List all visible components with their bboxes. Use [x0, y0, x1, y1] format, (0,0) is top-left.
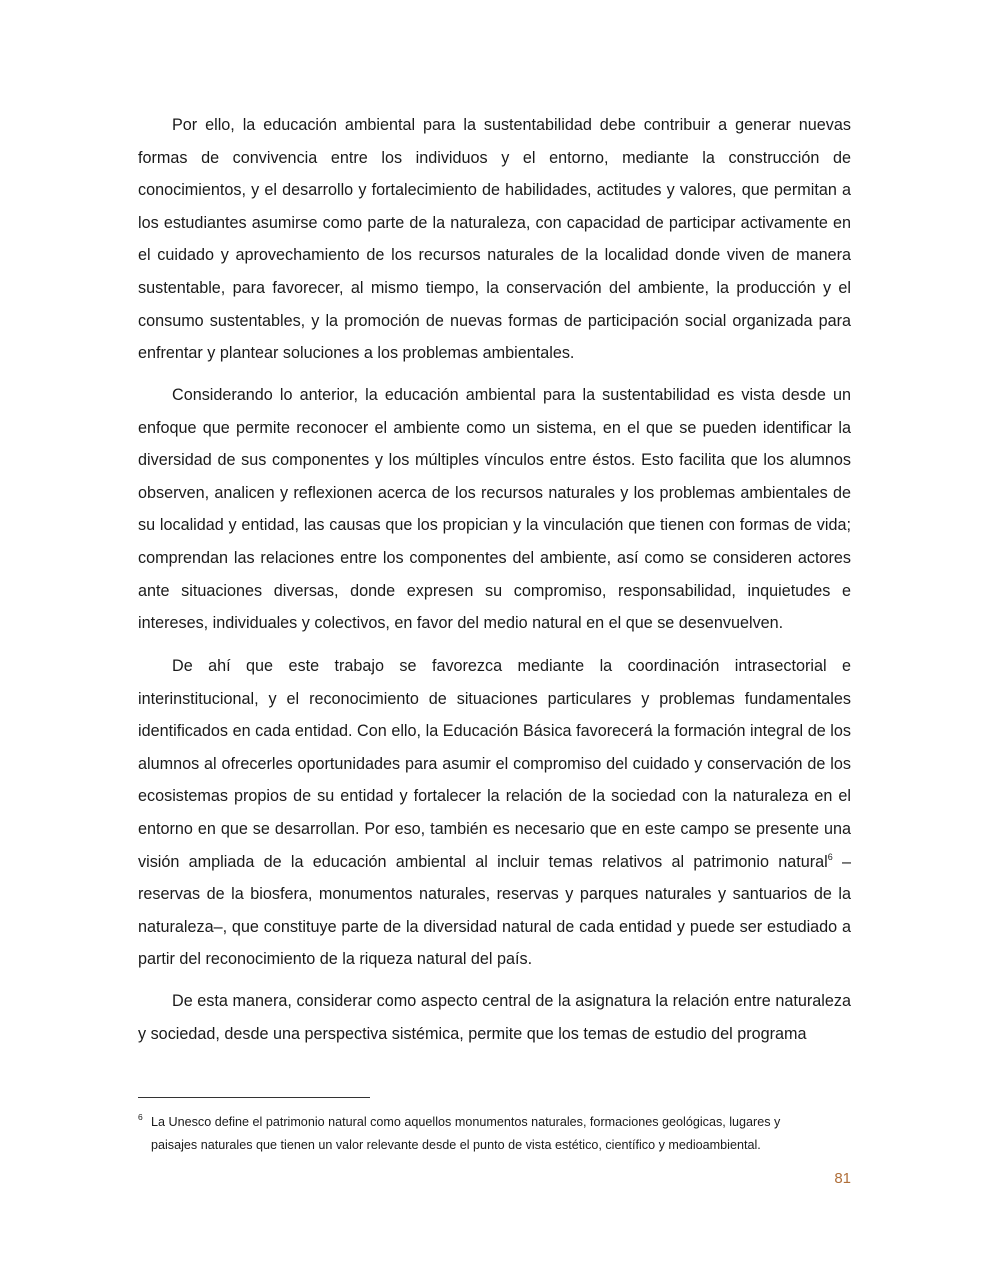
footnote-separator [138, 1097, 370, 1098]
paragraph-text-before-ref: De ahí que este trabajo se favorezca mediante la coordinación intrasectorial e interinstitucional, y el reconocimiento de situaciones particulares y problemas fundamentales identificados en cada entidad. Con ello, la Educación Básica favorecerá la formación integral de los alumnos al ofrecerles oportunidades para asumir el compromiso del cuidado y conservación de los ecosistemas propios de su entidad y fortalecer la relación de la sociedad con la naturaleza en el entorno en que se desarrollan. Por eso, también es necesario que en este campo se presente una visión ampliada de la educación ambiental al incluir temas relativos al patrimonio natural [138, 657, 851, 871]
footnote-reference[interactable]: 6 [827, 851, 833, 862]
footnote-text-1: La Unesco define el patrimonio natural como aquellos monumentos naturales, formaciones geológicas, lugares y [151, 1115, 781, 1129]
paragraph-text: Considerando lo anterior, la educación ambiental para la sustentabilidad es vista desde un enfoque que permite reconocer el ambiente como un sistema, en el que se pueden identificar la diversidad de sus componentes y los múltiples vínculos entre éstos. Esto facilita que los alumnos observen, analicen y reflexionen acerca de los recursos naturales y los problemas ambientales de su localidad y entidad, las causas que los propician y la vinculación que tienen con formas de vida; comprendan las relaciones entre los componentes del ambiente, así como se consideren actores ante situaciones diversas, donde expresen su compromiso, responsabilidad, inquietudes e intereses, individuales y colectivos, en favor del medio natural en el que se desenvuelven. [138, 386, 851, 633]
page-number: 81 [834, 1170, 851, 1187]
body-paragraph-1 [138, 109, 851, 370]
footnote-text-2: paisajes naturales que tienen un valor relevante desde el punto de vista estético, científico y medioambiental. [151, 1138, 761, 1152]
body-paragraph-3 [138, 650, 851, 976]
paragraph-text-after-ref: – reservas de la biosfera, monumentos naturales, reservas y parques naturales y santuarios de la naturaleza–, que constituye parte de la diversidad natural de cada entidad y puede ser estudiado a partir del reconocimiento de la riqueza natural del país. [138, 852, 851, 969]
footnote [138, 1111, 851, 1157]
body-paragraph-2 [138, 379, 851, 640]
paragraph-text: Por ello, la educación ambiental para la sustentabilidad debe contribuir a generar nuevas formas de convivencia entre los individuos y el entorno, mediante la construcción de conocimientos, y el desarrollo y fortalecimiento de habilidades, actitudes y valores, que permitan a los estudiantes asumirse como parte de la naturaleza, con capacidad de participar activamente en el cuidado y aprovechamiento de los recursos naturales de la localidad donde viven de manera sustentable, para favorecer, al mismo tiempo, la conservación del ambiente, la producción y el consumo sustentables, y la promoción de nuevas formas de participación social organizada para enfrentar y plantear soluciones a los problemas ambientales. [138, 116, 851, 363]
footnote-line-1: 6 La Unesco define el patrimonio natural como aquellos monumentos naturales, formaciones geológicas, lugares y [138, 1112, 781, 1129]
body-paragraph-4 [138, 985, 851, 1050]
paragraph-text: De esta manera, considerar como aspecto central de la asignatura la relación entre naturaleza y sociedad, desde una perspectiva sistémica, permite que los temas de estudio del programa [138, 992, 851, 1043]
